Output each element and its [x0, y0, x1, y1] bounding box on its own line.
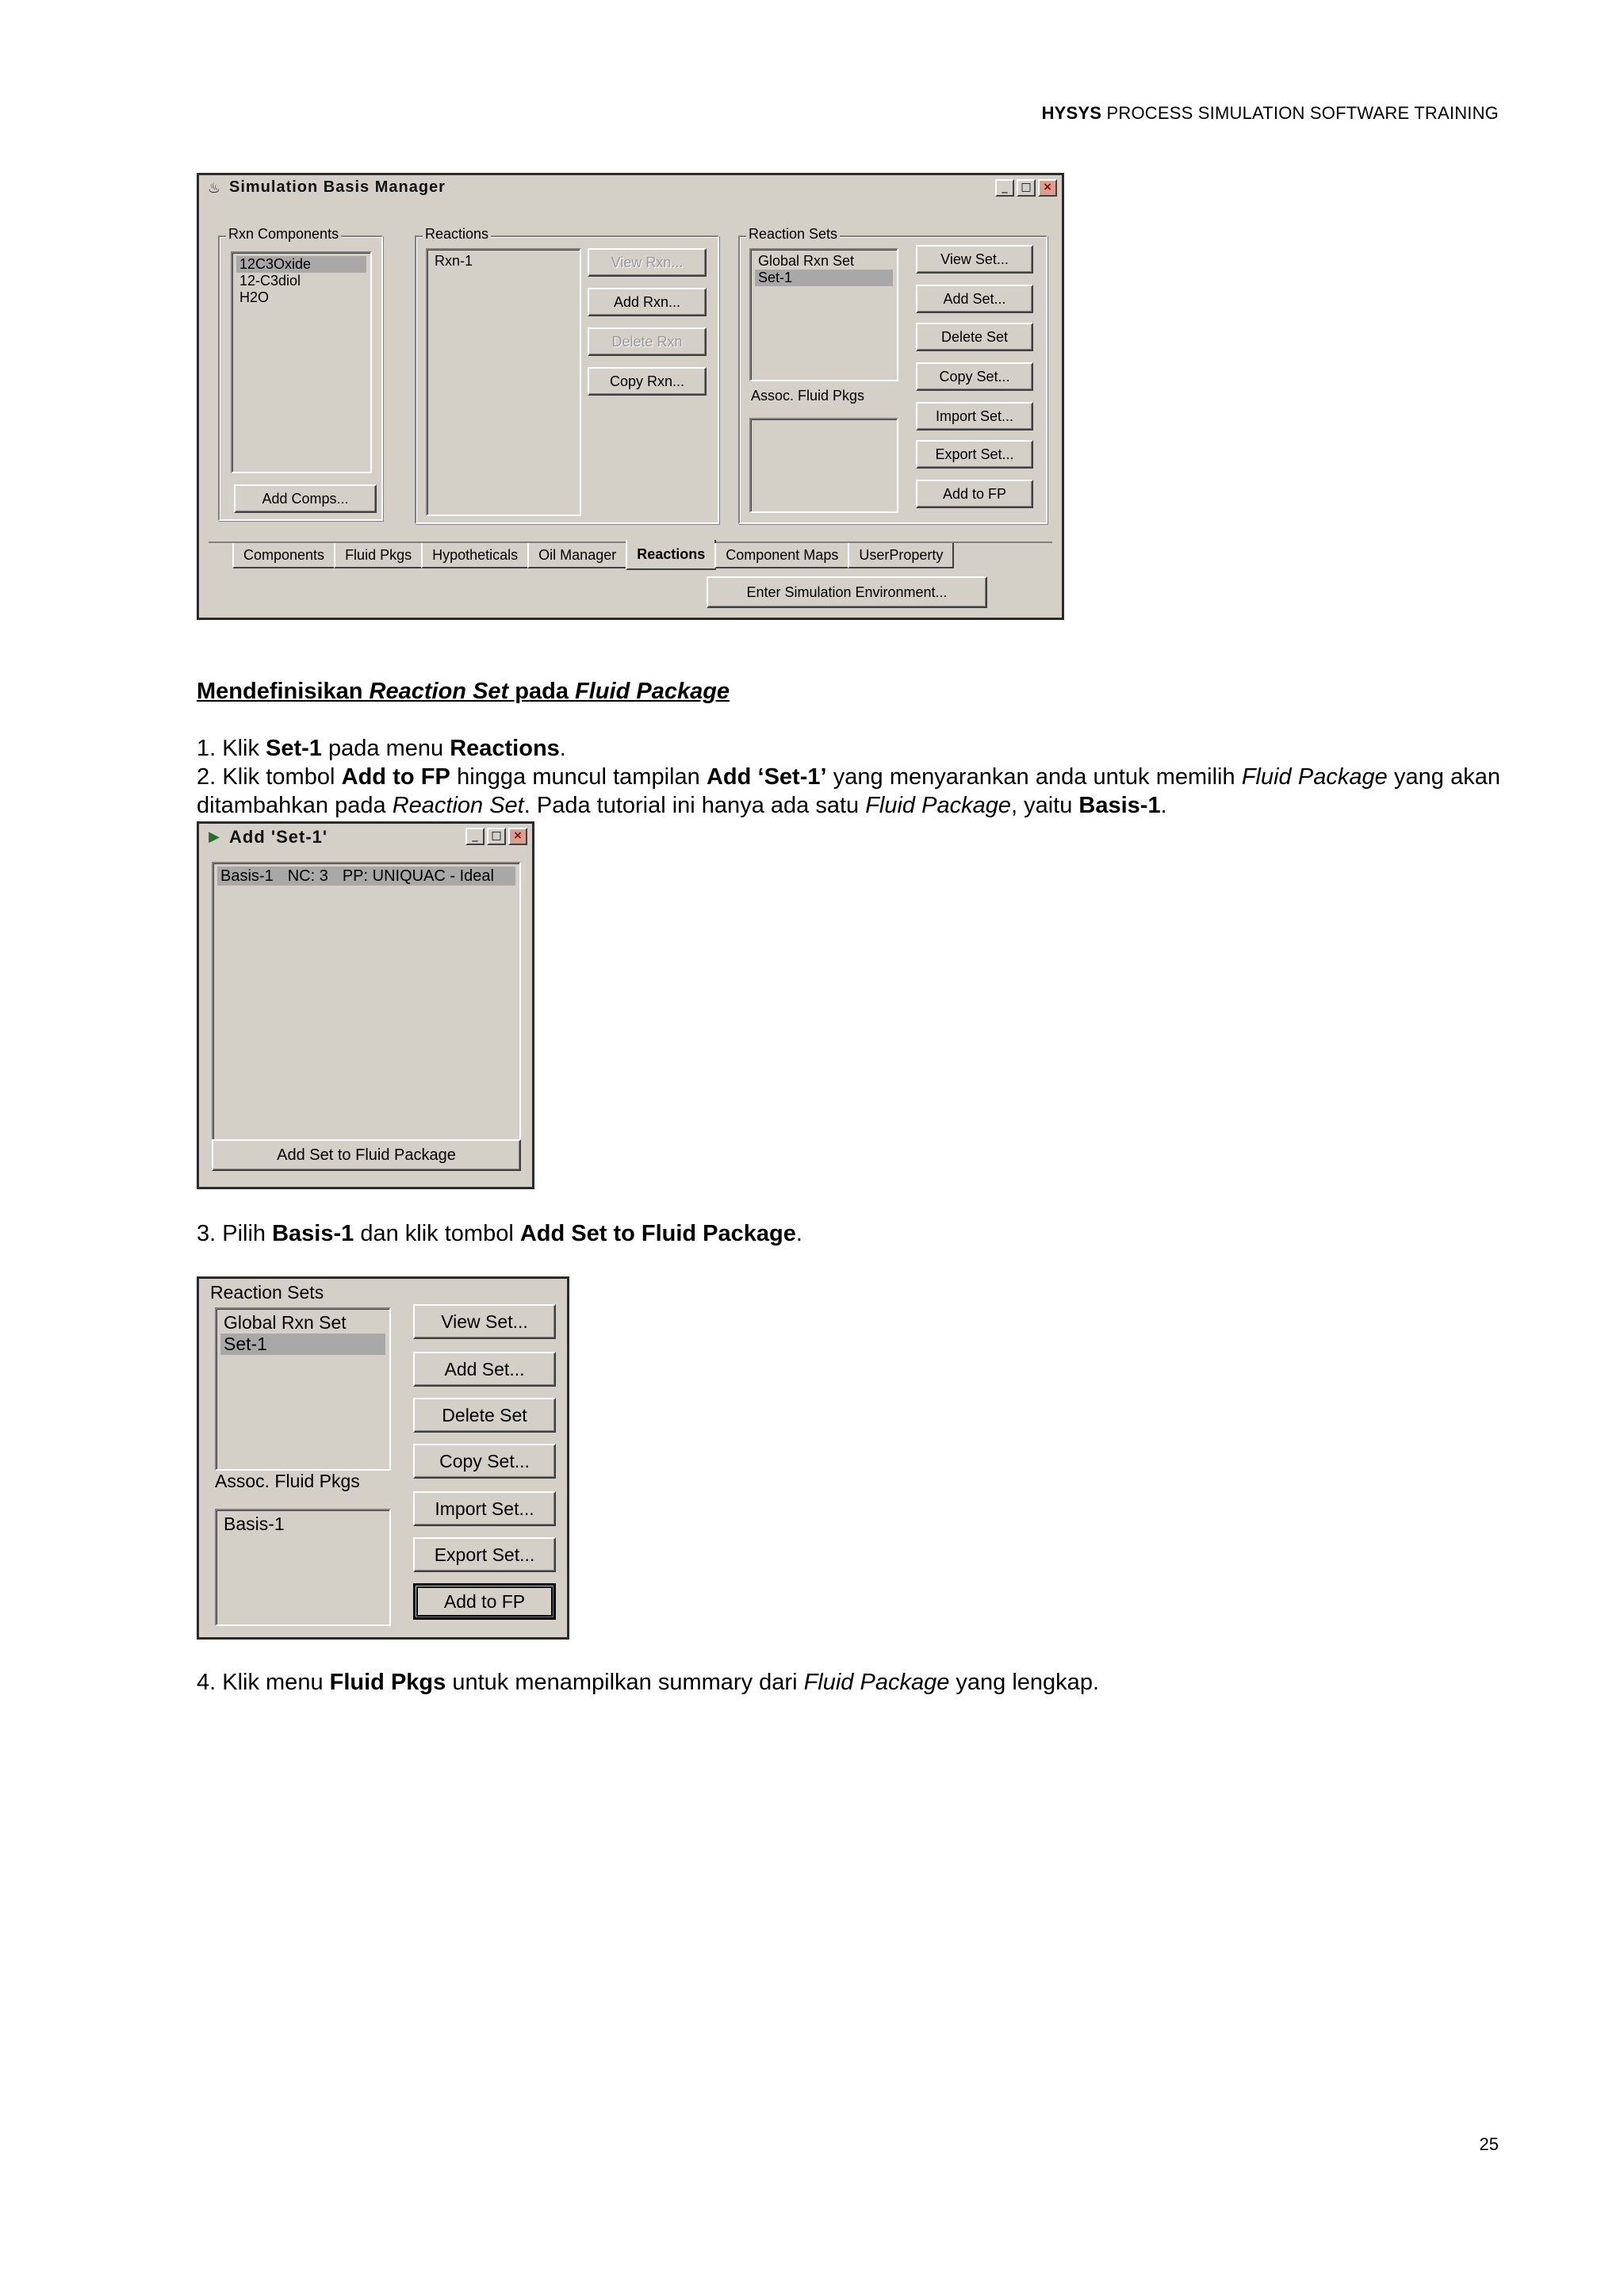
add-to-fp-button[interactable]: Add to FP [413, 1583, 556, 1620]
list-item[interactable]: Global Rxn Set [224, 1312, 347, 1333]
list-item[interactable] [217, 867, 515, 886]
close-icon[interactable]: × [508, 828, 527, 845]
rxn-components-group [218, 226, 383, 521]
list-item[interactable]: H2O [239, 289, 270, 305]
assoc-fluid-pkgs-list[interactable] [215, 1509, 391, 1626]
export-set-button[interactable]: Export Set... [916, 440, 1033, 469]
enter-simulation-environment-button[interactable]: Enter Simulation Environment... [707, 576, 987, 608]
close-icon[interactable]: × [1038, 179, 1057, 197]
page-header: HYSYS PROCESS SIMULATION SOFTWARE TRAINING [1041, 103, 1499, 123]
add-set-dialog [197, 821, 534, 1189]
minimize-icon[interactable]: _ [465, 828, 485, 845]
add-comps-button[interactable]: Add Comps... [234, 484, 377, 513]
tab-hypotheticals[interactable]: Hypotheticals [421, 543, 529, 568]
view-rxn-button[interactable]: View Rxn... [588, 248, 707, 277]
list-item[interactable]: Rxn-1 [435, 253, 473, 269]
rxn-components-list[interactable] [231, 251, 372, 473]
step-4-text: 4. Klik menu Fluid Pkgs untuk menampilkan summary dari Fluid Package yang lengkap. [197, 1670, 1100, 1695]
app-icon: ▶ [209, 828, 220, 844]
step-1-text: 1. Klik Set-1 pada menu Reactions. [197, 736, 566, 761]
list-item[interactable]: 12C3Oxide [236, 256, 366, 273]
reaction-sets-list[interactable] [749, 248, 898, 381]
import-set-button[interactable]: Import Set... [413, 1491, 556, 1526]
tab-fluid-pkgs[interactable]: Fluid Pkgs [334, 543, 423, 568]
list-item[interactable]: Set-1 [755, 270, 893, 286]
list-item[interactable]: Basis-1 [224, 1513, 285, 1534]
assoc-fluid-pkgs-list[interactable] [749, 418, 898, 513]
list-item[interactable]: Global Rxn Set [758, 253, 855, 269]
reaction-sets-group [738, 226, 1048, 524]
copy-rxn-button[interactable]: Copy Rxn... [588, 367, 707, 396]
delete-rxn-button[interactable]: Delete Rxn [588, 327, 707, 356]
tab-components[interactable]: Components [232, 543, 335, 568]
copy-set-button[interactable]: Copy Set... [413, 1444, 556, 1479]
title-bar[interactable] [199, 824, 532, 851]
reaction-sets-list[interactable] [215, 1307, 391, 1471]
maximize-icon[interactable]: □ [487, 828, 506, 845]
fluid-package-nc: NC: 3 [287, 867, 328, 885]
tab-reactions[interactable]: Reactions [626, 540, 716, 570]
step-2-text: 2. Klik tombol Add to FP hingga muncul tampilan Add ‘Set-1’ yang menyarankan anda untuk memilih Fluid Package yang akan ditambahkan pada Reaction Set. Pada tutorial ini hanya ada satu Fluid Package, yaitu Basis-1. [197, 764, 1500, 818]
section-heading: Mendefinisikan Reaction Set pada Fluid Package [197, 679, 730, 704]
add-rxn-button[interactable]: Add Rxn... [588, 288, 707, 316]
app-icon: ♨ [207, 180, 221, 196]
view-set-button[interactable]: View Set... [916, 245, 1033, 274]
reactions-group [415, 226, 719, 524]
group-label: Rxn Components [226, 226, 341, 243]
copy-set-button[interactable]: Copy Set... [916, 362, 1033, 391]
view-set-button[interactable]: View Set... [413, 1304, 556, 1339]
assoc-fluid-pkgs-label: Assoc. Fluid Pkgs [215, 1471, 360, 1491]
dialog-title: Add 'Set-1' [229, 827, 328, 847]
group-label: Reaction Sets [746, 226, 840, 243]
fluid-package-name: Basis-1 [220, 867, 274, 885]
group-label: Reactions [423, 226, 491, 243]
fluid-package-list[interactable] [212, 862, 521, 1161]
tab-strip [232, 543, 952, 570]
tab-component-maps[interactable]: Component Maps [714, 543, 849, 568]
assoc-fluid-pkgs-label: Assoc. Fluid Pkgs [751, 388, 865, 404]
minimize-icon[interactable]: _ [995, 179, 1014, 197]
step-3-text: 3. Pilih Basis-1 dan klik tombol Add Set to Fluid Package. [197, 1221, 802, 1246]
window-title: Simulation Basis Manager [229, 178, 446, 196]
add-set-button[interactable]: Add Set... [413, 1352, 556, 1387]
tab-oil-manager[interactable]: Oil Manager [527, 543, 627, 568]
add-set-to-fluid-package-button[interactable]: Add Set to Fluid Package [212, 1139, 521, 1171]
simulation-basis-manager-window [197, 173, 1064, 620]
list-item[interactable]: 12-C3diol [239, 273, 301, 289]
maximize-icon[interactable]: □ [1017, 179, 1036, 197]
fluid-package-pp: PP: UNIQUAC - Ideal [342, 867, 494, 885]
reactions-list[interactable] [426, 248, 581, 516]
add-set-button[interactable]: Add Set... [916, 285, 1033, 313]
import-set-button[interactable]: Import Set... [916, 402, 1033, 430]
add-to-fp-button[interactable]: Add to FP [916, 480, 1033, 508]
delete-set-button[interactable]: Delete Set [916, 323, 1033, 351]
tab-userproperty[interactable]: UserProperty [848, 543, 954, 568]
group-label: Reaction Sets [210, 1282, 324, 1303]
list-item[interactable]: Set-1 [220, 1334, 385, 1355]
export-set-button[interactable]: Export Set... [413, 1537, 556, 1572]
page-number: 25 [1479, 2134, 1499, 2154]
title-bar[interactable] [199, 175, 1062, 202]
delete-set-button[interactable]: Delete Set [413, 1398, 556, 1433]
reaction-sets-panel [197, 1276, 569, 1640]
